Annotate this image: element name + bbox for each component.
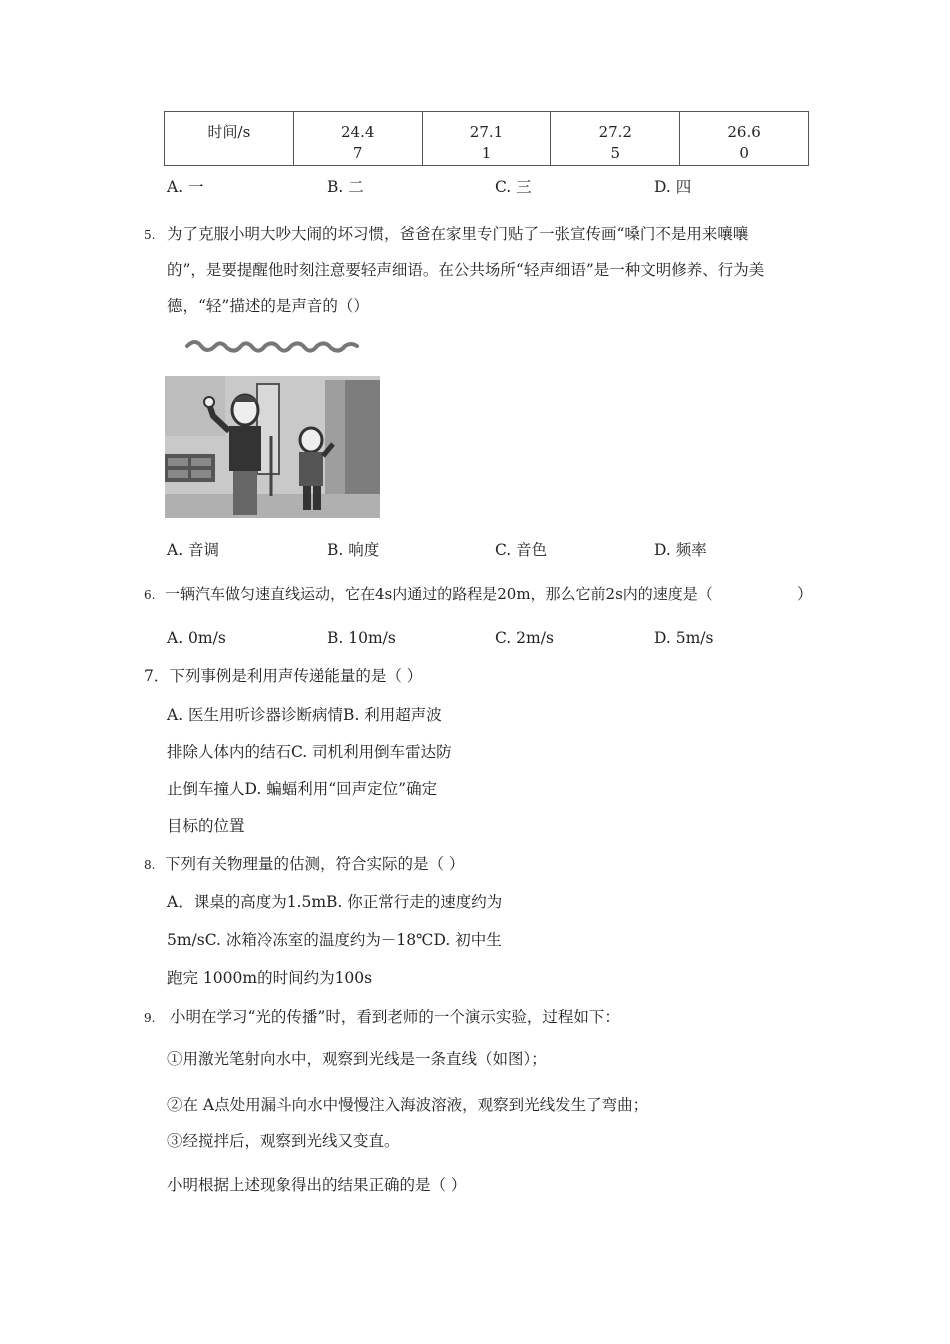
q6-option-b: B. 10m/s xyxy=(327,629,396,647)
q7-text: 7．下列事例是利用声传递能量的是（ ） xyxy=(144,667,423,685)
q9-text: 小明在学习“光的传播”时，看到老师的一个演示实验，过程如下： xyxy=(170,1008,620,1026)
q8-options-line: A．课桌的高度为1.5mB. 你正常行走的速度约为 xyxy=(167,893,503,911)
q9-step: ①用激光笔射向水中，观察到光线是一条直线（如图）； xyxy=(167,1050,547,1068)
q8-text: 下列有关物理量的估测，符合实际的是（ ） xyxy=(165,855,465,873)
q4-option-c: C. 三 xyxy=(495,178,532,196)
table-header-cell: 时间/s xyxy=(165,112,294,166)
table-cell: 26.6 0 xyxy=(680,112,809,166)
q8-options-line: 跑完 1000m的时间约为100s xyxy=(167,969,373,987)
q6-close-paren: ） xyxy=(797,585,813,603)
table-cell: 27.1 1 xyxy=(422,112,551,166)
table-cell: 24.4 7 xyxy=(293,112,422,166)
q4-option-d: D. 四 xyxy=(654,178,692,196)
q7-options-line: A. 医生用听诊器诊断病情B. 利用超声波 xyxy=(167,706,442,724)
poster-banner xyxy=(187,342,357,351)
q6-option-a: A. 0m/s xyxy=(167,629,226,647)
q9-number: 9. xyxy=(144,1011,156,1025)
table-cell: 27.2 5 xyxy=(551,112,680,166)
q5-option-a: A. 音调 xyxy=(167,541,220,559)
q7-options-line: 排除人体内的结石C. 司机利用倒车雷达防 xyxy=(167,743,452,761)
q5-text-line: 的”，是要提醒他时刻注意要轻声细语。在公共场所“轻声细语”是一种文明修养、行为美 xyxy=(167,261,765,279)
q5-option-c: C. 音色 xyxy=(495,541,548,559)
q5-number: 5. xyxy=(144,228,156,242)
q5-text-line: 德，“轻”描述的是声音的（） xyxy=(167,297,369,315)
q4-option-a: A. 一 xyxy=(167,178,204,196)
q6-option-d: D. 5m/s xyxy=(654,629,714,647)
q6-number: 6. xyxy=(144,588,156,602)
q7-options-line: 目标的位置 xyxy=(167,817,245,835)
q8-number: 8. xyxy=(144,858,156,872)
q8-options-line: 5m/sC. 冰箱冷冻室的温度约为－18℃D. 初中生 xyxy=(167,931,502,949)
timing-table xyxy=(164,111,809,166)
q4-option-b: B. 二 xyxy=(327,178,364,196)
q5-option-d: D. 频率 xyxy=(654,541,707,559)
q6-text: 一辆汽车做匀速直线运动，它在4s内通过的路程是20m，那么它前2s内的速度是（ xyxy=(165,585,713,603)
poster-illustration xyxy=(165,336,380,518)
q9-conclusion: 小明根据上述现象得出的结果正确的是（ ） xyxy=(167,1176,467,1194)
q6-option-c: C. 2m/s xyxy=(495,629,554,647)
q9-step: ②在 A点处用漏斗向水中慢慢注入海波溶液，观察到光线发生了弯曲； xyxy=(167,1096,649,1114)
table-row xyxy=(165,112,809,166)
q5-option-b: B. 响度 xyxy=(327,541,380,559)
q7-options-line: 止倒车撞人D. 蝙蝠利用“回声定位”确定 xyxy=(167,780,438,798)
q5-text-line: 为了克服小明大吵大闹的坏习惯，爸爸在家里专门贴了一张宣传画“嗓门不是用来嚷嚷 xyxy=(167,225,749,243)
q9-step: ③经搅拌后，观察到光线又变直。 xyxy=(167,1132,400,1150)
